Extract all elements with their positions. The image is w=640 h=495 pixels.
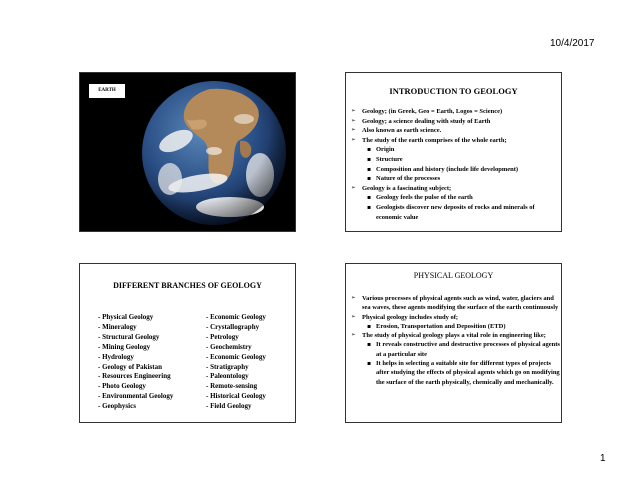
slide-title: PHYSICAL GEOLOGY [413, 271, 494, 280]
branch-item: - Resources Engineering [98, 372, 171, 381]
branch-item: - Petrology [206, 332, 239, 341]
page-number: 1 [600, 453, 606, 464]
branch-list-right [206, 313, 266, 412]
date-header: 10/4/2017 [550, 38, 595, 49]
sub-bullet-item: ▪ It helps in selecting a suitable site for different types of projects after studying the effects of physical agents which go on modifying the surface of the earth physically, chemically and mechanically. [348, 359, 560, 387]
branch-item: - Remote-sensing [206, 382, 258, 391]
bullet-item: ➢ Various processes of physical agents such as wind, water, glaciers and sea waves, these agents modifying the surface of the earth continuously [348, 294, 560, 313]
branch-item: - Economic Geology [206, 313, 266, 321]
sub-bullet-item: ▪ Erosion, Transportation and Deposition (ETD) [348, 322, 560, 331]
branch-item: - Geochemistry [206, 342, 252, 351]
sub-bullet-item: ▪ Origin [348, 145, 560, 155]
branch-item: - Physical Geology [98, 313, 154, 321]
bullet-item: ➢ Also known as earth science. [348, 126, 560, 136]
sub-bullet-item: ▪ Structure [348, 155, 560, 165]
branch-item: - Mineralogy [98, 322, 137, 331]
sub-bullet-item: ▪ Geology feels the pulse of the earth [348, 193, 560, 203]
branch-item: - Hydrology [98, 352, 134, 361]
branch-item: - Geology of Pakistan [98, 362, 162, 371]
branch-item: - Stratigraphy [206, 362, 249, 371]
sub-bullet-item: ▪ Geologists discover new deposits of rocks and minerals of economic value [348, 203, 560, 222]
branch-item: - Mining Geology [98, 342, 151, 351]
slide-title: INTRODUCTION TO GEOLOGY [389, 86, 518, 96]
slide-introduction [345, 72, 562, 232]
sub-bullet-item: ▪ It reveals constructive and destructive processes of physical agents at a particular site [348, 340, 560, 359]
slide-physical-geology [345, 263, 562, 423]
bullet-item: ➢ Geology; a science dealing with study of Earth [348, 117, 560, 127]
branch-item: - Environmental Geology [98, 392, 174, 401]
bullet-item: ➢ Physical geology includes study of; [348, 313, 560, 322]
branch-item: - Crystallography [206, 322, 260, 331]
bullet-item: ➢ The study of physical geology plays a vital role in engineering like; [348, 331, 560, 340]
bullet-item: ➢ Geology; (in Greek, Geo = Earth, Logos = Science) [348, 107, 560, 117]
bullet-list [348, 294, 560, 387]
earth-label: EARTH [88, 83, 126, 99]
slide-branches [79, 263, 296, 423]
branch-item: - Geophysics [98, 402, 136, 411]
bullet-list [348, 107, 560, 222]
earth-image [140, 79, 288, 227]
branch-item: - Historical Geology [206, 392, 266, 401]
branch-item: - Economic Geology [206, 352, 266, 361]
branch-item: - Field Geology [206, 402, 252, 411]
slide-title: DIFFERENT BRANCHES OF GEOLOGY [113, 281, 262, 290]
branch-item: - Photo Geology [98, 382, 146, 391]
branch-item: - Paleontology [206, 372, 249, 381]
branch-list-left [98, 313, 173, 412]
bullet-item: ➢ Geology is a fascinating subject; [348, 184, 560, 194]
bullet-item: ➢ The study of the earth comprises of the whole earth; [348, 136, 560, 146]
slide-earth [79, 72, 296, 232]
sub-bullet-item: ▪ Composition and history (include life development) [348, 165, 560, 175]
branch-item: - Structural Geology [98, 332, 160, 341]
sub-bullet-item: ▪ Nature of the processes [348, 174, 560, 184]
